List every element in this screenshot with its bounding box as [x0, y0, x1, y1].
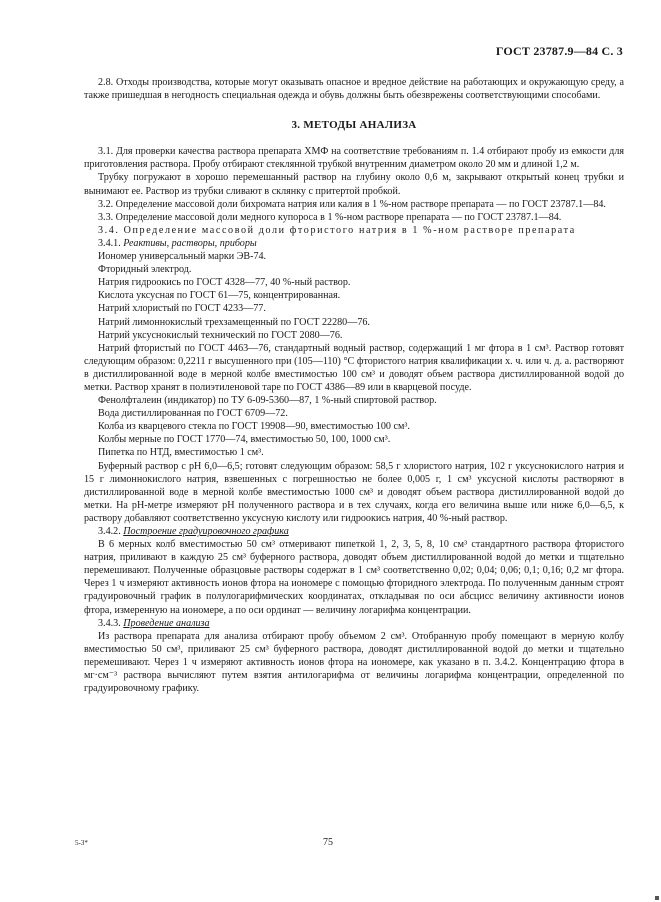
- paragraph-calibration: В 6 мерных колб вместимостью 50 см³ отмеривают пипеткой 1, 2, 3, 5, 8, 10 см³ стандартного раствора фтористого натрия, приливают в каждую 25 см³ буферного раствора, доводят объем дистиллированной водой до метки и тщательно перемешивают. Полученные образцовые растворы содержат в 1 см³ соответственно 0,02; 0,04; 0,06; 0,1; 0,16; 0,2 мг фтора. Через 1 ч измеряют активность ионов фтора на иономере с помощью фторидного электрода. По полученным данным строят градуировочный график в полулогарифмических координатах, откладывая по оси абсцисс величину активности ионов фтора, измеренную на иономере, а по оси ординат — величину логарифма концентрации.: [84, 539, 624, 616]
- list-item: Иономер универсальный марки ЭВ-74.: [98, 251, 267, 263]
- subsection-3-4-2: [84, 525, 624, 538]
- subsection-title: Реактивы, растворы, приборы: [123, 237, 257, 249]
- paragraph-3-4: 3.4. Определение массовой доли фтористого натрия в 1 %-ном растворе препарата: [98, 224, 576, 236]
- subsection-number: 3.4.3.: [98, 617, 121, 629]
- paragraph-analysis: Из раствора препарата для анализа отбирают пробу объемом 2 см³. Отобранную пробу помещают в мерную колбу вместимостью 50 см³, приливают 25 см³ буферного раствора, доводят дистиллированной водой до метки и тщательно перемешивают. Через 1 ч измеряют активность ионов фтора на иономере, как указано в п. 3.4.2. Концентрацию фтора в мг·см⁻³ раствора вычисляют путем взятия антилогарифма от величины логарифма концентрации, определенной по градуировочному графику.: [84, 630, 624, 695]
- list-item: Колба из кварцевого стекла по ГОСТ 19908—90, вместимостью 100 см³.: [98, 421, 410, 433]
- list-item: Фенолфталеин (индикатор) по ТУ 6-09-5360—87, 1 %-ный спиртовой раствор.: [98, 395, 437, 407]
- list-item: Вода дистиллированная по ГОСТ 6709—72.: [98, 408, 288, 420]
- paragraph-tube: Трубку погружают в хорошо перемешанный раствор на глубину около 0,6 м, закрывают открытый конец трубки и вынимают ее. Раствор из трубки сливают в склянку с притертой пробкой.: [84, 172, 624, 197]
- subsection-number: 3.4.1.: [98, 237, 121, 249]
- reagent-list-2: [84, 394, 624, 459]
- list-item: Натрий лимоннокислый трехзамещенный по ГОСТ 22280—76.: [98, 316, 370, 328]
- running-header: ГОСТ 23787.9—84 С. 3: [495, 44, 623, 58]
- paragraph-2-8: 2.8. Отходы производства, которые могут оказывать опасное и вредное действие на работающих и окружающую среду, а также пришедшая в негодность специальная одежда и обувь должны быть обезврежены соответствующими способами.: [84, 77, 624, 102]
- paragraph-3-1: 3.1. Для проверки качества раствора препарата ХМФ на соответствие требованиям п. 1.4 отбирают пробу из емкости для приготовления раствора. Пробу отбирают стеклянной трубкой внутренним диаметром около 20 мм и длиной 1,2 м.: [84, 146, 624, 171]
- subsection-title: Проведение анализа: [123, 617, 210, 629]
- paragraph-3-2: 3.2. Определение массовой доли бихромата натрия или калия в 1 %-ном растворе препарата — по ГОСТ 23787.1—84.: [98, 198, 606, 210]
- subsection-title: Построение градуировочного графика: [123, 526, 289, 537]
- page-body: [84, 76, 624, 695]
- list-item: Колбы мерные по ГОСТ 1770—74, вместимостью 50, 100, 1000 см³.: [98, 434, 391, 446]
- paragraph-3-3: 3.3. Определение массовой доли медного купороса в 1 %-ном растворе препарата — по ГОСТ 23787.1—84.: [98, 211, 562, 223]
- subsection-number: 3.4.2.: [98, 526, 121, 537]
- section-title: 3. МЕТОДЫ АНАЛИЗА: [291, 119, 417, 132]
- list-item: Натрия гидроокись по ГОСТ 4328—77, 40 %-ный раствор.: [98, 277, 351, 289]
- list-item: Пипетка по НТД, вместимостью 1 см³.: [98, 447, 264, 459]
- paragraph-sodium-fluoride: Натрий фтористый по ГОСТ 4463—76, стандартный водный раствор, содержащий 1 мг фтора в 1 см³. Раствор готовят следующим образом: 0,2211 г высушенного при (105—110) °С фтористого натрия квалификации х. ч. или ч. д. а. растворяют в дистиллированной воде в мерной колбе вместимостью 100 см³ и доводят объем раствора дистиллированной водой до метки. Раствор хранят в полиэтиленовой таре по ГОСТ 4386—89 или в кварцевой посуде.: [84, 342, 624, 393]
- page-number: 75: [323, 837, 333, 848]
- list-item: Фторидный электрод.: [98, 264, 192, 276]
- printer-signature: 5-3*: [75, 839, 88, 847]
- paragraph-buffer: Буферный раствор с рН 6,0—6,5; готовят следующим образом: 58,5 г хлористого натрия, 102 г уксуснокислого натрия и 15 г лимоннокислого натрия, взвешенных с погрешностью не более 0,005 г, 1 см³ уксусной кислоты растворяют в дистиллированной воде в мерной колбе вместимостью 1000 см³ и доводят объем раствора дистиллированной водой до метки. На рН-метре измеряют рН полученного раствора и в тех случаях, когда его величина выше или ниже 6,0—6,5, к раствору добавляют соответственно уксусную кислоту или гидроокись натрия, 40 %-ный раствор.: [84, 460, 624, 524]
- list-item: Натрий уксуснокислый технический по ГОСТ 2080—76.: [98, 329, 343, 341]
- list-item: Кислота уксусная по ГОСТ 61—75, концентрированная.: [98, 290, 341, 302]
- corner-mark: [655, 896, 659, 900]
- subsection-3-4-3: [84, 617, 624, 630]
- reagent-list: [84, 250, 624, 342]
- list-item: Натрий хлористый по ГОСТ 4233—77.: [98, 303, 266, 315]
- subsection-3-4-1: [84, 237, 624, 250]
